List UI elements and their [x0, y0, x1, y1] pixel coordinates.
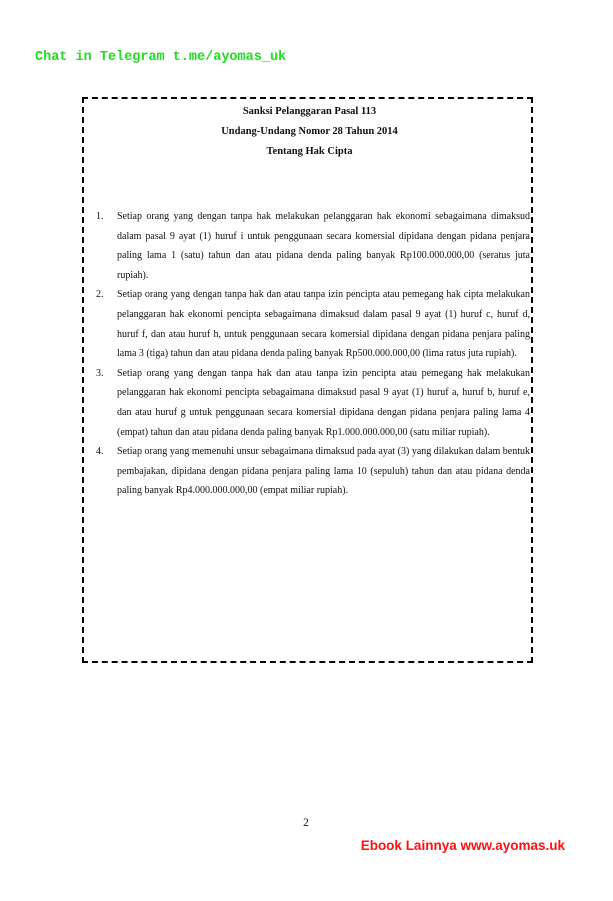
sanction-number: 1. — [96, 211, 104, 222]
sanction-text: Setiap orang yang memenuhi unsur sebagaimana dimaksud pada ayat (3) yang dilakukan dalam bentuk pembajakan, dipidana dengan pidana penjara paling lama 10 (sepuluh) tahun dan atau pidana denda paling banyak Rp4.000.000.000,00 (empat miliar rupiah). — [117, 446, 530, 497]
sanction-text: Setiap orang yang dengan tanpa hak melakukan pelanggaran hak ekonomi sebagaimana dimaksud dalam pasal 9 ayat (1) huruf i untuk penggunaan secara komersial dipidana dengan pidana penjara paling lama 1 (satu) tahun dan atau pidana denda paling banyak Rp100.000.000,00 (seratus juta rupiah). — [117, 211, 530, 281]
sanction-text: Setiap orang yang dengan tanpa hak dan atau tanpa izin pencipta atau pemegang hak melakukan pelanggaran hak ekonomi pencipta sebagaimana dimaksud pasal 9 ayat (1) huruf a, huruf b, huruf e, dan atau huruf g untuk penggunaan secara komersial dipidana dengan pidana penjara paling lama 4 (empat) tahun dan atau pidana denda paling banyak Rp1.000.000.000,00 (satu miliar rupiah). — [117, 367, 530, 438]
notice-title: Sanksi Pelanggaran Pasal 113 — [242, 106, 377, 117]
sanction-number: 3. — [96, 367, 104, 379]
sanction-item-1 — [96, 207, 530, 285]
copyright-notice-box — [82, 97, 533, 663]
sanction-item-3 — [96, 364, 530, 442]
notice-law-reference: Undang-Undang Nomor 28 Tahun 2014 — [221, 126, 398, 137]
sanction-text: Setiap orang yang dengan tanpa hak dan atau tanpa izin pencipta atau pemegang hak cipta melakukan pelanggaran hak ekonomi pencipta sebagaimana dimaksud dalam pasal 9 ayat (1) huruf c, huruf d, huruf f, dan atau huruf h, untuk penggunaan secara komersial dipidana dengan pidana penjara paling lama 3 (tiga) tahun dan atau pidana denda paling banyak Rp500.000.000,00 (lima ratus juta rupiah). — [117, 289, 530, 360]
sanction-item-4 — [96, 442, 530, 501]
sanction-item-2 — [96, 285, 530, 363]
sanction-number: 2. — [96, 289, 104, 301]
notice-subject: Tentang Hak Cipta — [266, 146, 353, 157]
telegram-link[interactable]: Chat in Telegram t.me/ayomas_uk — [35, 50, 287, 65]
sanction-list — [96, 207, 530, 501]
page-number: 2 — [303, 817, 309, 829]
ebook-link[interactable]: Ebook Lainnya www.ayomas.uk — [360, 838, 565, 853]
sanction-number: 4. — [96, 446, 104, 458]
